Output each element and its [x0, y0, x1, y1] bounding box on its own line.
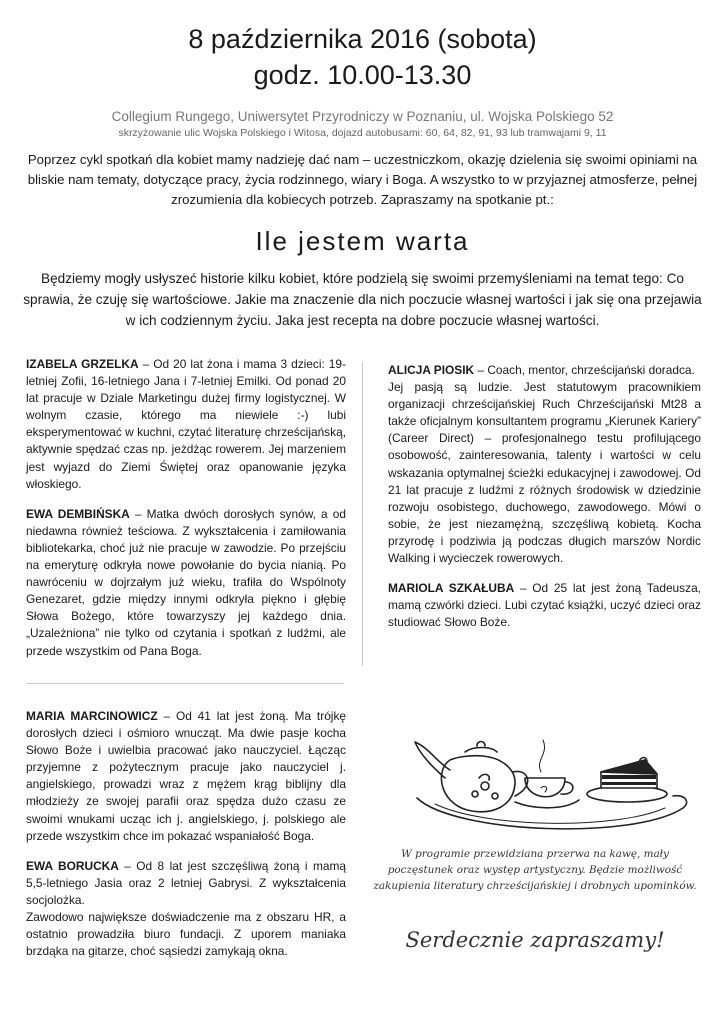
bio-marcinowicz: [26, 708, 346, 845]
event-time: godz. 10.00-13.30: [253, 60, 472, 90]
bio-piosik-continued: Jej pasją są ludzie. Jest statutowym pracownikiem organizacji chrześcijańskiej Ruch Chrześcijański Mt28 a także oficjalnym konsultantem programu „Kierunek Kariery” (Career Direct) – profesjonalnego testu profilującego osobowość, zainteresowania, talenty i wartości w celu wskazania optymalnej ścieżki edukacyjnej i zawodowej. Od 21 lat pracuje z ludźmi z różnych środowisk w dziedzinie rozwoju osobistego, duchowego, zawodowego. Mówi o sobie, że jest niezamężną, szczęśliwą kobietą. Kocha przyrodę i podziwia ją podczas długich marszów Nordic Walking i wycieczek rowerowych.: [388, 380, 701, 566]
speaker-name: MARIOLA SZKAŁUBA: [388, 581, 515, 596]
venue-address: Collegium Rungego, Uniwersytet Przyrodniczy w Poznaniu, ul. Wojska Polskiego 52: [111, 109, 614, 124]
speaker-bio: – Od 20 lat żona i mama 3 dzieci: 19-letniej Zofii, 16-letniego Jana i 7-letniej Emilki. Od ponad 20 lat pracuje w Dziale Marketingu dużej firmy logistycznej. W wolnym czasie, którego ma niewiele :-) lubi eksperymentować w kuchni, czytać literaturę chrześcijańską, aktywnie spędzać czas np. jeżdżąc rowerem. Jej marzeniem jest wyjazd do Ziemi Świętej oraz opanowanie języka włoskiego.: [26, 357, 346, 491]
bio-borucka: [26, 858, 346, 909]
speakers-left-top: [26, 356, 346, 673]
column-divider: [362, 362, 363, 666]
event-date: 8 października 2016 (sobota): [188, 24, 537, 54]
cake-slice-icon: [587, 758, 667, 803]
bio-szkaluba: [388, 580, 701, 631]
welcome-message: Serdecznie zapraszamy!: [405, 928, 665, 952]
speaker-name: ALICJA PIOSIK: [388, 363, 475, 377]
speaker-name: EWA BORUCKA: [26, 858, 119, 873]
directions: skrzyżowanie ulic Wojska Polskiego i Witosa, dojazd autobusami: 60, 64, 82, 91, 93 lub tramwajami 9, 11: [118, 127, 607, 139]
speaker-name: EWA DEMBIŃSKA: [26, 506, 130, 521]
teapot-and-cake-illustration: [395, 712, 695, 840]
teapot-icon: [415, 742, 528, 812]
bio-dembinska: [26, 506, 346, 660]
speaker-bio: – Matka dwóch dorosłych synów, a od niedawna również teściowa. Z wykształcenia i zamiłowania bibliotekarka, choć już nie pracuje w zawodzie. Po przejściu na emeryturę odkryła nowe powołanie do bycia nianią. Po nawróceniu w dojrzałym już wieku, trafiła do Wspólnoty Genezaret, gdzie między innymi odkryła piękno i głębię Słowa Bożego, które towarzyszy jej każdego dnia. „Uzależniona” nie tylko od czytania i spotkań z ludźmi, ale przede wszystkim od Pana Boga.: [26, 506, 346, 658]
speaker-name: IZABELA GRZELKA: [26, 357, 139, 371]
meeting-title: Ile jestem warta: [255, 226, 470, 256]
bio-grzelka: [26, 356, 346, 493]
program-note: W programie przewidziana przerwa na kawę, mały poczęstunek oraz występ artystyczny. Będzie możliwość zakupienia literatury chrześcijańskiej i drobnych upominków.: [373, 848, 697, 892]
speaker-bio: – Od 41 lat jest żoną. Ma trójkę dorosłych dzieci i ośmioro wnucząt. Ma dwie pasje kocha Słowo Boże i uwielbia pracować jako nauczyciel. Łącząc przyjemne z pożytecznym pracuje jako nauczyciel j. angielskiego, prowadzi wraz z mężem krąg biblijny dla młodzieży ze swojej parafii oraz spędza dużo czasu ze swoimi wnukami ucząc ich j. angielskiego, j. polskiego ale przede wszystkim chce im pokazać wspaniałość Boga.: [26, 709, 347, 843]
speakers-left-bottom: [26, 708, 346, 973]
bio-borucka-continued: Zawodowo największe doświadczenie ma z obszaru HR, a ostatnio prowadziła biuro fundacji. Z uporem maniaka brzdąka na gitarze, choć sąsiedzi zamykają okna.: [26, 910, 346, 959]
speaker-name: MARIA MARCINOWICZ: [26, 709, 158, 723]
horizontal-divider: [26, 683, 344, 684]
intro-paragraph: Poprzez cykl spotkań dla kobiet mamy nadzieję dać nam – uczestniczkom, okazję dzielenia się swoimi opiniami na bliskie nam tematy, dotyczące pracy, życia rodzinnego, wiary i Boga. A wszystko to w przyjaznej atmosferze, pełnej zrozumienia dla kobiecych potrzeb. Zapraszamy na spotkanie pt.:: [27, 152, 698, 207]
speaker-bio: – Od 25 lat jest żoną Tadeusza, mamą czwórki dzieci. Lubi czytać książki, uczyć dzieci oraz studiować Słowo Boże.: [388, 581, 701, 630]
speakers-right-top: [388, 362, 701, 644]
speaker-bio: – Od 8 lat jest szczęśliwą żoną i mamą 5,5-letniego Jasia oraz 2 letniej Gabrysi. Z wykształcenia socjolożka.: [26, 858, 347, 907]
lead-paragraph: Będziemy mogły usłyszeć historie kilku kobiet, które podzielą się swoimi przemyśleniami na temat tego: Co sprawia, że czuję się wartościowe. Jakie ma znaczenie dla nich poczucie własnej wartości i jak się ona przejawia w ich codziennym życiu. Jaka jest recepta na dobre poczucie własnej wartości.: [23, 271, 702, 328]
bio-piosik: [388, 362, 701, 379]
speaker-bio: – Coach, mentor, chrześcijański doradca.: [474, 363, 695, 377]
